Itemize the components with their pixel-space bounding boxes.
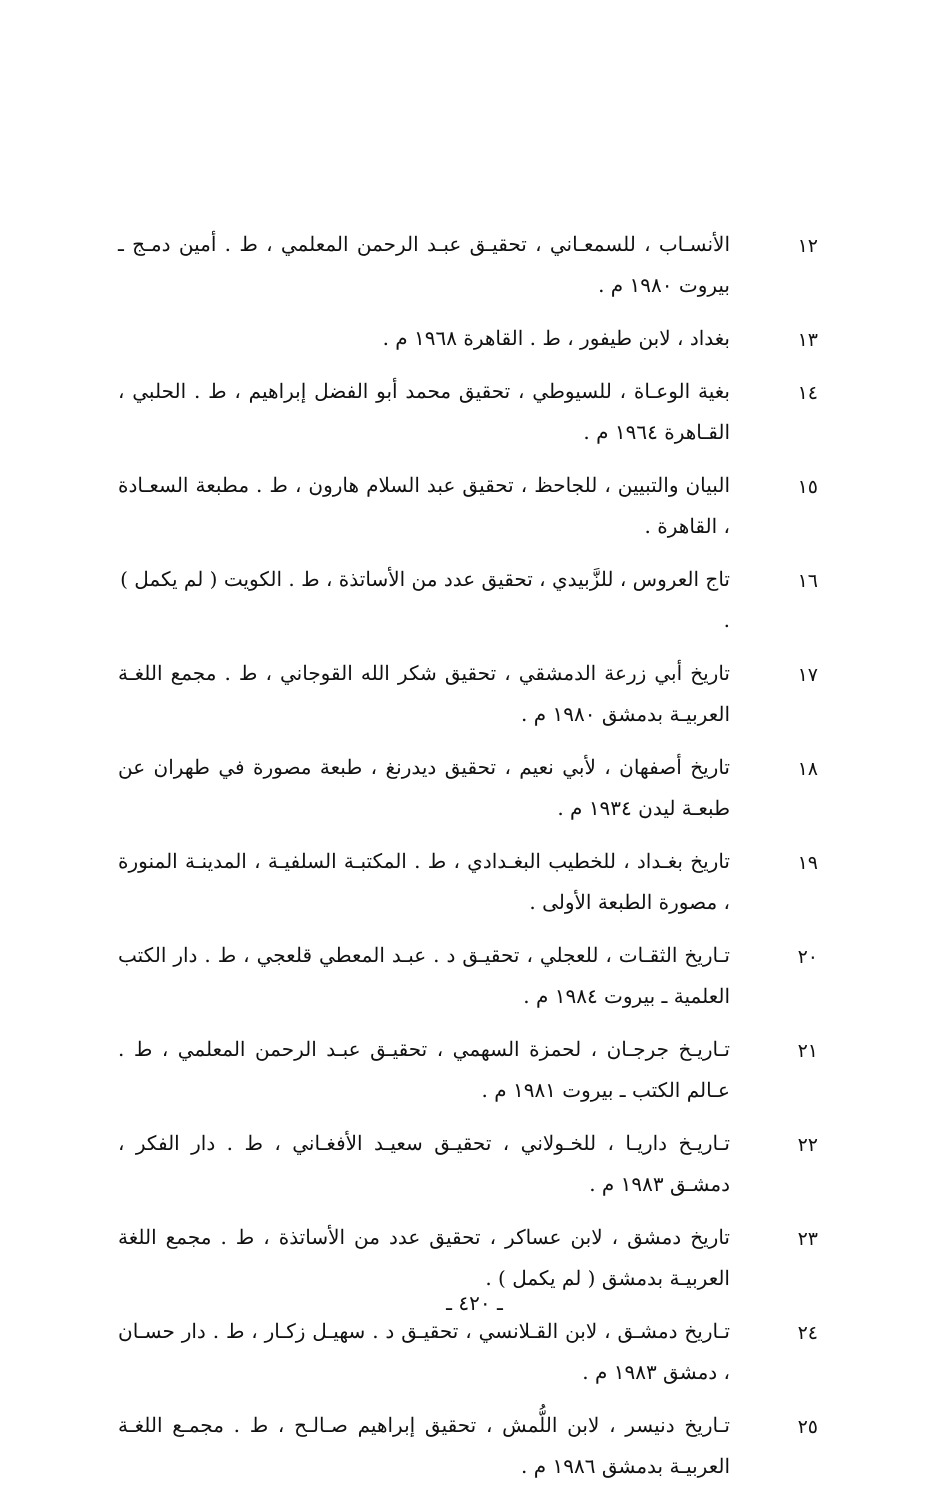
bibliography-entry bbox=[118, 1311, 818, 1393]
bibliography-entry bbox=[118, 224, 818, 306]
entry-text: تاريخ أصفهان ، لأبي نعيم ، تحقيق ديدرنغ ، طبعة مصورة في طهران عن طبعـة ليدن ١٩٣٤ م . bbox=[118, 755, 730, 820]
bibliography-entry bbox=[118, 1217, 818, 1299]
entry-text: تـاريخ دمشـق ، لابن القـلانسي ، تحقيـق د . سهيـل زكـار ، ط . دار حسـان ، دمشق ١٩٨٣ م . bbox=[118, 1319, 730, 1384]
bibliography-entry bbox=[118, 1029, 818, 1111]
entry-text: تـاريخ الثقـات ، للعجلي ، تحقيـق د . عبـد المعطي قلعجي ، ط . دار الكتب العلمية ـ بيروت ١٩٨٤ م . bbox=[118, 943, 730, 1008]
bibliography-entry bbox=[118, 747, 818, 829]
entry-text: تـاريـخ جرجـان ، لحمزة السهمي ، تحقيـق عبـد الرحمن المعلمي ، ط . عـالم الكتب ـ بيروت ١٩٨١ م . bbox=[118, 1037, 730, 1102]
entry-number: ٢٠ bbox=[797, 946, 818, 968]
entry-text: بغية الوعـاة ، للسيوطي ، تحقيق محمد أبو الفضل إبراهيم ، ط . الحلبي ، القـاهرة ١٩٦٤ م . bbox=[118, 379, 730, 444]
bibliography-entry bbox=[118, 1405, 818, 1487]
entry-number: ٢١ bbox=[797, 1040, 818, 1062]
entry-text: تاريخ دمشق ، لابن عساكر ، تحقيق عدد من الأساتذة ، ط . مجمع اللغة العربيـة بدمشق ( لم يكمل ) . bbox=[118, 1225, 730, 1290]
bibliography-entry bbox=[118, 653, 818, 735]
entry-number: ١٣ bbox=[797, 329, 818, 351]
entry-number: ٢٤ bbox=[797, 1322, 818, 1344]
entry-number: ١٧ bbox=[797, 664, 818, 686]
entry-number: ١٥ bbox=[797, 476, 818, 498]
entry-number: ١٨ bbox=[797, 758, 818, 780]
entry-number: ٢٣ bbox=[797, 1228, 818, 1250]
bibliography-entry bbox=[118, 465, 818, 547]
entry-number: ١٩ bbox=[797, 852, 818, 874]
bibliography-entry bbox=[118, 1123, 818, 1205]
bibliography-entry bbox=[118, 318, 818, 359]
page-number: ـ ٤٢٠ ـ bbox=[446, 1291, 503, 1315]
bibliography-entry bbox=[118, 841, 818, 923]
entry-number: ١٢ bbox=[797, 235, 818, 257]
entry-text: تـاريخ دنيسر ، لابن اللُّمش ، تحقيق إبراهيم صـالـح ، ط . مجمـع اللغـة العربيـة بدمشق ١٩٨٦ م . bbox=[118, 1413, 730, 1478]
bibliography-entry bbox=[118, 371, 818, 453]
entry-number: ٢٢ bbox=[797, 1134, 818, 1156]
entry-text: بغداد ، لابن طيفور ، ط . القاهرة ١٩٦٨ م . bbox=[382, 326, 730, 350]
entry-text: تـاريـخ داريـا ، للخـولاني ، تحقيـق سعيـد الأفغـاني ، ط . دار الفكر ، دمشـق ١٩٨٣ م . bbox=[118, 1131, 730, 1196]
bibliography-entry bbox=[118, 935, 818, 1017]
entry-text: تاج العروس ، للزَّبيدي ، تحقيق عدد من الأساتذة ، ط . الكويت ( لم يكمل ) . bbox=[120, 567, 730, 632]
entry-text: البيان والتبيين ، للجاحظ ، تحقيق عبد السلام هارون ، ط . مطبعة السعـادة ، القاهرة . bbox=[118, 473, 730, 538]
entry-text: الأنسـاب ، للسمعـاني ، تحقيـق عبـد الرحمن المعلمي ، ط . أمين دمـج ـ بيروت ١٩٨٠ م . bbox=[118, 232, 730, 297]
entry-text: تاريخ بغـداد ، للخطيب البغـدادي ، ط . المكتبـة السلفيـة ، المدينـة المنورة ، مصورة الطبعة الأولى . bbox=[118, 849, 730, 914]
entry-text: تاريخ أبي زرعة الدمشقي ، تحقيق شكر الله القوجاني ، ط . مجمع اللغـة العربيـة بدمشق ١٩٨٠ م . bbox=[118, 661, 730, 726]
bibliography-entry bbox=[118, 559, 818, 641]
entry-number: ١٦ bbox=[797, 570, 818, 592]
entry-number: ١٤ bbox=[797, 382, 818, 404]
entry-number: ٢٥ bbox=[797, 1416, 818, 1438]
